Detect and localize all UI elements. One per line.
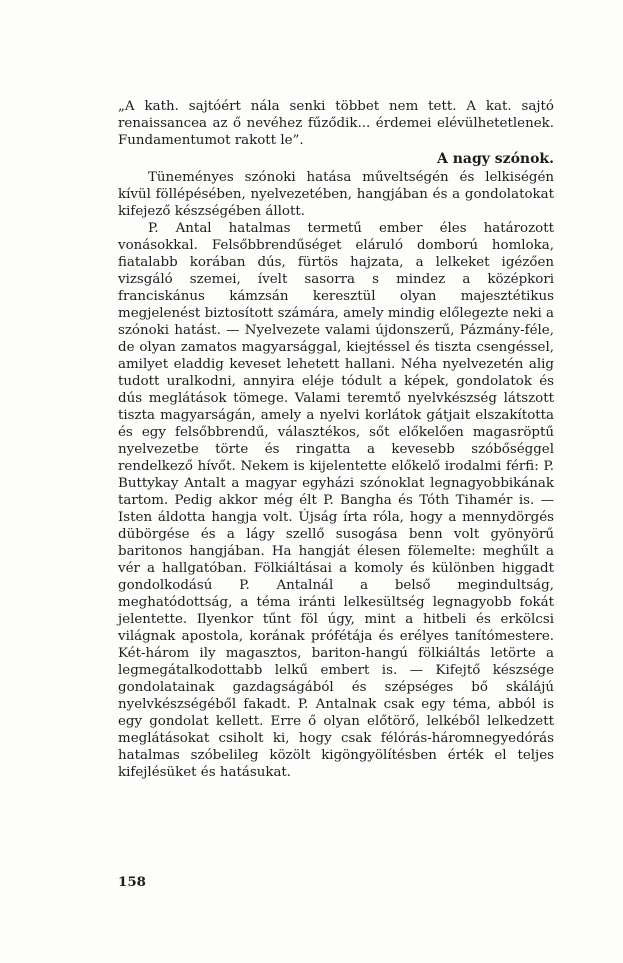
intro-paragraph: „A kath. sajtóért nála senki többet nem tett. A kat. sajtó renaissancea az ő nevéhez fűződik... érdemei elévülhetetlenek. Fundamentumot rakott le”. (118, 99, 554, 148)
body-paragraph-2: P. Antal hatalmas termetű ember éles határozott vonásokkal. Felsőbbrendűséget eláruló domború homloka, fiatalabb korában dús, fürtös hajzata, a lelkeket igézően vizsgáló szemei, ívelt sasorra s mindez a középkori franciskánus kámzsán keresztül olyan majesztétikus megjelenést biztosított számára, amely mindig előlegezte neki a szónoki hatást. — Nyelvezete valami újdonszerű, Pázmány-féle, de olyan zamatos magyarsággal, kiejtéssel és tiszta csengéssel, amilyet eladdig keveset lehetett hallani. Néha nyelvezetén alig tudott uralkodni, annyira eléje tódult a képek, gondolatok és dús meglátások tömege. Valami teremtő nyelvkészség látszott tiszta magyarságán, amely a nyelvi korlátok gátjait elszakította és egy felsőbbrendű, választékos, sőt előkelően magasröptű nyelvezetbe törte és ringatta a kevesebb szóbőséggel rendelkező hívőt. Nekem is kijelentette előkelő irodalmi férfi: P. Buttykay Antalt a magyar egyházi szónoklat legnagyobbikának tartom. Pedig akkor még élt P. Bangha és Tóth Tihamér is. — Isten áldotta hangja volt. Újság írta róla, hogy a mennydörgés dübörgése és a lágy szellő susogása benn volt gyönyörű baritonos hangjában. Ha hangját élesen fölemelte: meghűlt a vér a hallgatóban. Fölkiáltásai a komoly és különben higgadt gondolkodású P. Antalnál a belső megindultság, meghatódottság, a téma iránti lelkesültség legnagyobb fokát jelentette. Ilyenkor tűnt föl úgy, mint a hitbeli és erkölcsi világnak apostola, korának prófétája és erélyes tanítómestere. Két-három ily magasztos, bariton-hangú fölkiáltás letörte a legmegátalkodottabb lelkű embert is. — Kifejtő készsége gondolatainak gazdagságából és szépséges bő skálájú nyelvkészségéből fakadt. P. Antalnak csak egy téma, abból is egy gondolat kellett. Erre ő olyan előtörő, lelkéből lelkedzett meglátásokat csiholt ki, hogy csak félórás-háromnegyedórás hatalmas szóbelileg közölt kigöngyölítésben érték el teljes kifejlésüket és hatásukat. (118, 221, 554, 780)
page-number: 158 (118, 874, 146, 890)
section-heading: A nagy szónok. (436, 151, 554, 167)
page-body (118, 98, 554, 781)
body-paragraph-1: Tüneményes szónoki hatása műveltségén és lelkiségén kívül föllépésében, nyelvezetében, hangjában és a gondolatokat kifejező készségében állott. (118, 170, 554, 219)
